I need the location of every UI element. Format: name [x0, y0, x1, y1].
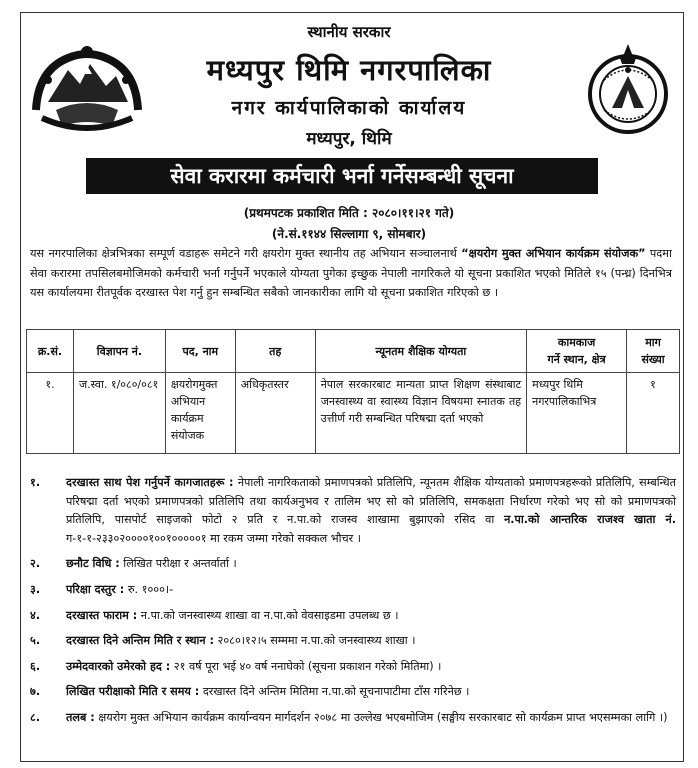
cell-level: अधिकृतस्तर: [235, 373, 315, 454]
condition-number: ८.: [30, 710, 41, 724]
list-item: [30, 607, 676, 626]
publish-date: (प्रथमपटक प्रकाशित मिति : २०८०।११।२१ गते): [243, 206, 455, 220]
header-work-place: [527, 330, 627, 373]
condition-text: न.पा.को जनस्वास्थ्य शाखा वा न.पा.को वेवसाइडमा उपलब्ध छ ।: [137, 608, 399, 622]
intro-paragraph: [30, 244, 672, 303]
condition-number: १.: [30, 476, 41, 489]
condition-heading: लिखित परीक्षाको मिति र समय :: [66, 685, 200, 699]
condition-number: ६.: [30, 659, 41, 673]
table-row: [27, 373, 680, 454]
conditions-list: [30, 474, 676, 735]
office-subtitle: नगर कार्यपालिकाको कार्यालय: [231, 97, 467, 119]
list-item: [30, 658, 676, 677]
condition-heading: छनौट विधि :: [66, 557, 120, 571]
condition-heading: परिक्षा दस्तुर :: [66, 582, 125, 596]
list-item: [30, 555, 676, 574]
cell-work-place: मध्यपुर थिमि नगरपालिकाभित्र: [527, 373, 627, 454]
header-sn: क्र.सं.: [27, 330, 74, 373]
header-post: पद, नाम: [165, 330, 235, 373]
municipality-seal-icon: [582, 40, 674, 136]
cell-qualification: नेपाल सरकारबाट मान्यता प्राप्त शिक्षण संस्थाबाट जनस्वास्थ्य वा स्वास्थ्य विज्ञान विषयमा स्नातक तह उत्तीर्ण गरी सम्बन्धित परिषद्मा दर्ता भएको: [315, 373, 526, 454]
vacancy-table-header: [27, 330, 680, 373]
header-level: तह: [235, 330, 315, 373]
condition-text: रु. १०००।-: [124, 582, 174, 596]
condition-text: दरखास्त दिने अन्तिम मितिमा न.पा.को सूचनापाटीमा टाँस गरिनेछ ।: [199, 685, 470, 699]
header-line-local-government: स्थानीय सरकार: [307, 23, 391, 41]
cell-post: क्षयरोगमुक्त अभियान कार्यक्रम संयोजक: [165, 373, 235, 454]
condition-heading: उम्मेदवारको उमेरको हद :: [66, 659, 171, 673]
header-count-line1: माग: [645, 336, 661, 349]
vacancy-table: [26, 329, 680, 454]
intro-post-name: “क्षयरोग मुक्त अभियान कार्यक्रम संयोजक”: [461, 247, 646, 260]
condition-number: ३.: [30, 582, 41, 596]
office-place: मध्यपुर, थिमि: [306, 129, 392, 149]
condition-text: नेपाली नागरिकताको प्रमाणपत्रको प्रतिलिपि, न्यूनतम शैक्षिक योग्यताको प्रमाणपत्रहरूको प्रतिलिपि, सम्बन्धित परिषद्मा दर्ता भएको प्रमाणपत्रको प्रतिलिपि तथा कार्यअनुभव र तालिम भए सो को प्रतिलिपि, समकक्षता निर्धारण गरेको भए सो को प्रमाणपत्रको प्रतिलिपि, पासपोर्ट साइजको फोटो २ प्रति र न.पा.को राजस्व शाखामा बुझाएको रसिद वा: [66, 476, 676, 527]
list-item: [30, 581, 676, 600]
list-item: [30, 709, 676, 728]
condition-text-2: ग-१-१-२३३०२००००१००१०००००१ मा रकम जम्मा गरेको सक्कल भौचर ।: [66, 531, 362, 545]
header-count: [627, 330, 680, 373]
header-work-place-line2: गर्ने स्थान, क्षेत्र: [547, 353, 606, 366]
header-work-place-line1: कामकाज: [557, 336, 596, 349]
header-qualification: न्यूनतम शैक्षिक योग्यता: [315, 330, 526, 373]
notice-banner: सेवा करारमा कर्मचारी भर्ना गर्नेसम्बन्धी सूचना: [86, 158, 598, 194]
condition-heading: दरखास्त फाराम :: [66, 608, 138, 622]
header-count-line2: संख्या: [641, 353, 665, 366]
condition-number: ४.: [30, 608, 41, 622]
cell-count: १: [627, 373, 680, 454]
condition-text: २०८०।१२।५ सम्ममा न.पा.को जनस्वास्थ्य शाखा ।: [213, 634, 416, 648]
intro-text-2: पदमा सेवा करारमा तपसिलबमोजिमको कर्मचारी भर्ना गर्नुपर्ने भएकाले योग्यता पुगेका इच्छुक नेपाली नागरिकले यो सूचना प्रकाशित भएको मितिले १५ (पन्ध्र) दिनभित्र यस कार्यालयमा रीतपूर्वक दरखास्त पेश गर्नु हुन सम्बन्धित सबैको जानकारीका लागि यो सूचना प्रकाशित गरिएको छ ।: [30, 247, 672, 299]
condition-text: क्षयरोग मुक्त अभियान कार्यक्रम कार्यान्वयन मार्गदर्शन २०७८ मा उल्लेख भएबमोजिम (सङ्घीय सरकारबाट सो कार्यक्रम प्राप्त भएसम्मका लागि ।): [94, 710, 668, 724]
list-item: [30, 683, 676, 702]
list-item: [30, 474, 676, 548]
notice-header: [0, 14, 698, 149]
condition-heading: तलब :: [66, 710, 95, 724]
condition-heading: दरखास्त दिने अन्तिम मिति र स्थान :: [66, 634, 214, 648]
municipality-title: मध्यपुर थिमि नगरपालिका: [206, 53, 492, 87]
cell-sn: १.: [27, 373, 74, 454]
cell-adv-no: ज.स्वा. १/०८०/०८१: [73, 373, 165, 454]
condition-number: ५.: [30, 634, 41, 648]
header-adv-no: विज्ञापन नं.: [73, 330, 165, 373]
condition-heading: दरखास्त साथ पेश गर्नुपर्ने कागजातहरू :: [66, 476, 234, 489]
publish-date-nepal-sambat: (ने.सं.११४४ सिल्लागा ९, सोमबार): [271, 227, 427, 241]
list-item: [30, 632, 676, 651]
condition-account-label: न.पा.को आन्तरिक राजश्व खाता नं.: [504, 513, 676, 527]
condition-text: लिखित परीक्षा र अन्तर्वार्ता ।: [119, 557, 237, 571]
condition-number: ७.: [30, 685, 41, 699]
intro-text-1: यस नगरपालिका क्षेत्रभित्रका सम्पूर्ण वडाहरू समेटने गरी क्षयरोग मुक्त स्थानीय तह अभियान सञ्चालनार्थ: [30, 247, 462, 260]
condition-number: २.: [30, 557, 41, 571]
condition-text: २१ वर्ष पूरा भई ४० वर्ष ननाघेको (सूचना प्रकाशन गरेको मितिमा) ।: [170, 659, 442, 673]
